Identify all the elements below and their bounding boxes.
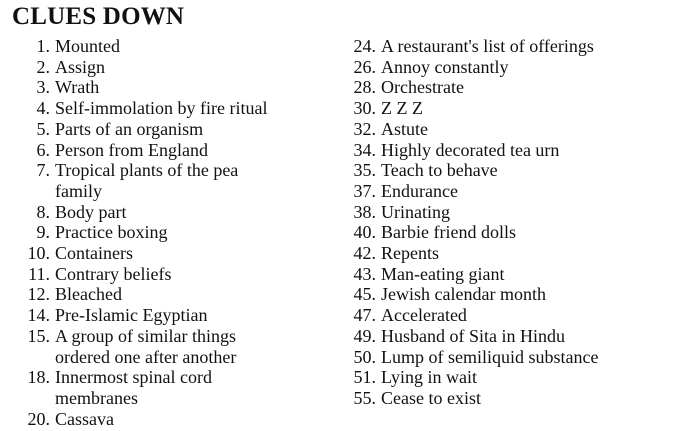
clue-number: 24. — [353, 36, 376, 56]
clues-right-column — [345, 36, 674, 409]
clue-item — [345, 388, 674, 409]
clue-item — [0, 284, 345, 305]
clue-item — [345, 181, 674, 202]
clue-text: Annoy constantly — [381, 56, 509, 77]
clue-item — [0, 305, 345, 326]
clue-text: Accelerated — [381, 305, 467, 326]
clue-item — [0, 57, 345, 78]
clue-number: 34. — [353, 139, 376, 160]
clue-item — [345, 119, 674, 140]
clue-item — [345, 326, 674, 347]
clue-text: Wrath — [55, 77, 100, 98]
clue-text: Body part — [55, 201, 127, 222]
clue-item — [345, 243, 674, 264]
clue-text: Cassava — [55, 408, 114, 429]
clue-item — [0, 367, 345, 408]
clue-text: Astute — [381, 118, 428, 139]
clue-number: 40. — [353, 222, 376, 243]
clue-item — [345, 160, 674, 181]
clue-number: 2. — [36, 56, 50, 77]
clue-text: Contrary beliefs — [55, 263, 172, 284]
clue-text: Orchestrate — [381, 77, 464, 98]
clue-text: Parts of an organism — [55, 118, 204, 139]
clue-text: Jewish calendar month — [381, 284, 546, 305]
clues-left-column — [0, 36, 345, 429]
clue-number: 50. — [353, 346, 376, 367]
clue-number: 35. — [353, 160, 376, 181]
clue-text: Endurance — [381, 180, 458, 201]
clue-number: 32. — [353, 118, 376, 139]
clue-text: Mounted — [55, 36, 120, 56]
clue-text: Innermost spinal cord membranes — [55, 367, 212, 408]
clue-text: Pre-Islamic Egyptian — [55, 305, 208, 326]
clue-number: 55. — [353, 387, 376, 408]
clue-item — [0, 77, 345, 98]
clue-number: 47. — [353, 305, 376, 326]
clue-item — [0, 202, 345, 223]
clue-text: A restaurant's list of offerings — [381, 36, 594, 56]
clue-text: Tropical plants of the pea family — [55, 160, 239, 201]
clue-item — [0, 160, 345, 201]
clue-text: Repents — [381, 243, 439, 264]
clue-number: 51. — [353, 367, 376, 388]
clue-text: Teach to behave — [381, 160, 498, 181]
clue-number: 5. — [36, 118, 50, 139]
clue-text: Person from England — [55, 139, 208, 160]
clue-item — [0, 119, 345, 140]
clue-text: Self-immolation by fire ritual — [55, 98, 268, 119]
clue-item — [0, 222, 345, 243]
clue-item — [345, 264, 674, 285]
clue-item — [345, 347, 674, 368]
clue-text: Husband of Sita in Hindu — [381, 325, 565, 346]
clue-number: 37. — [353, 180, 376, 201]
clue-number: 45. — [353, 284, 376, 305]
clue-number: 8. — [36, 201, 50, 222]
clue-item — [0, 140, 345, 161]
clue-number: 12. — [27, 284, 50, 305]
clue-item — [0, 243, 345, 264]
clue-text: Assign — [55, 56, 106, 77]
clue-item — [345, 140, 674, 161]
clue-number: 43. — [353, 263, 376, 284]
clue-item — [345, 57, 674, 78]
clue-number: 18. — [27, 367, 50, 388]
clue-number: 9. — [36, 222, 50, 243]
clue-item — [345, 222, 674, 243]
clue-text: Lying in wait — [381, 367, 477, 388]
clue-item — [0, 326, 345, 367]
clue-item — [0, 36, 345, 57]
clue-number: 10. — [27, 243, 50, 264]
clue-text: Cease to exist — [381, 387, 481, 408]
clue-text: Highly decorated tea urn — [381, 139, 560, 160]
clue-number: 7. — [36, 160, 50, 181]
clue-number: 14. — [27, 305, 50, 326]
clue-number: 49. — [353, 325, 376, 346]
clue-text: Urinating — [381, 201, 450, 222]
clue-item — [345, 367, 674, 388]
clue-item — [0, 98, 345, 119]
clue-number: 11. — [28, 263, 50, 284]
clue-item — [345, 284, 674, 305]
clue-item — [0, 409, 345, 430]
clue-number: 6. — [36, 139, 50, 160]
clue-item — [345, 305, 674, 326]
clue-number: 26. — [353, 56, 376, 77]
clue-number: 15. — [27, 325, 50, 346]
clue-number: 28. — [353, 77, 376, 98]
clue-number: 3. — [36, 77, 50, 98]
clue-item — [345, 202, 674, 223]
clue-item — [345, 36, 674, 57]
clue-text: A group of similar things ordered one after another — [55, 325, 237, 367]
clue-text: Lump of semiliquid substance — [381, 346, 599, 367]
page-title: CLUES DOWN — [12, 3, 185, 30]
clue-item — [345, 77, 674, 98]
clue-text: Bleached — [55, 284, 122, 305]
clue-text: Z Z Z — [381, 98, 423, 119]
clue-number: 1. — [36, 36, 50, 56]
clue-number: 42. — [353, 243, 376, 264]
clue-item — [0, 264, 345, 285]
clue-number: 4. — [36, 98, 50, 119]
clue-item — [345, 98, 674, 119]
clue-text: Practice boxing — [55, 222, 168, 243]
clue-text: Man-eating giant — [381, 263, 505, 284]
clue-number: 30. — [353, 98, 376, 119]
clue-number: 20. — [27, 408, 50, 429]
clue-text: Containers — [55, 243, 133, 264]
clue-number: 38. — [353, 201, 376, 222]
clue-text: Barbie friend dolls — [381, 222, 516, 243]
